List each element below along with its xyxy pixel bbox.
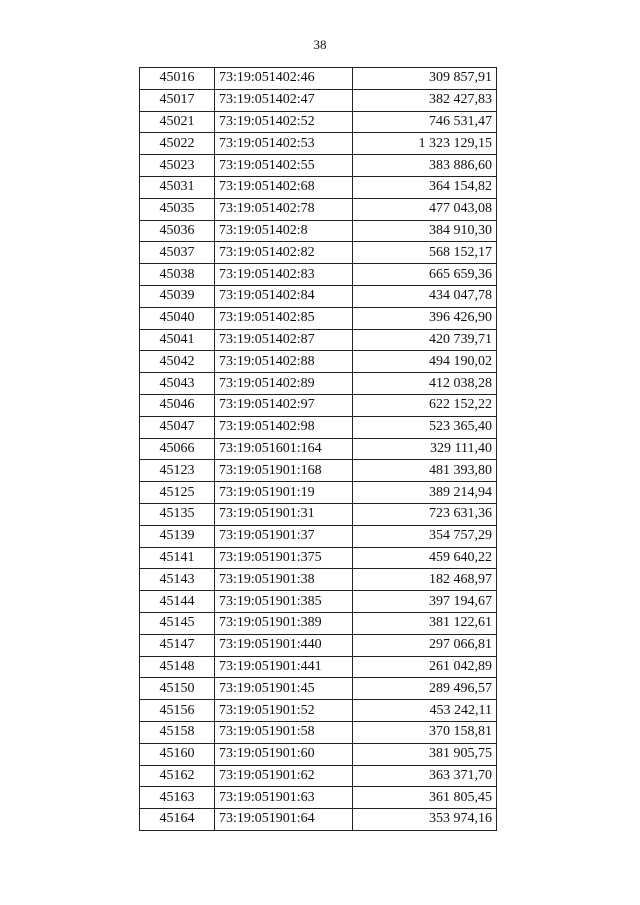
cadastral-number-cell: 73:19:051402:46	[215, 68, 353, 90]
row-id-cell: 45145	[140, 612, 215, 634]
value-cell: 568 152,17	[353, 242, 497, 264]
cadastral-number-cell: 73:19:051402:82	[215, 242, 353, 264]
row-id-cell: 45148	[140, 656, 215, 678]
row-id-cell: 45163	[140, 787, 215, 809]
value-cell: 746 531,47	[353, 111, 497, 133]
cadastral-number-cell: 73:19:051901:62	[215, 765, 353, 787]
cadastral-number-cell: 73:19:051402:88	[215, 351, 353, 373]
table-row	[140, 373, 497, 395]
row-id-cell: 45021	[140, 111, 215, 133]
value-cell: 397 194,67	[353, 591, 497, 613]
cadastral-number-cell: 73:19:051901:63	[215, 787, 353, 809]
table-row	[140, 133, 497, 155]
value-cell: 665 659,36	[353, 264, 497, 286]
value-cell: 622 152,22	[353, 394, 497, 416]
table-row	[140, 547, 497, 569]
table-row	[140, 765, 497, 787]
value-cell: 523 365,40	[353, 416, 497, 438]
row-id-cell: 45156	[140, 700, 215, 722]
cadastral-number-cell: 73:19:051901:440	[215, 634, 353, 656]
table-row	[140, 678, 497, 700]
table-row	[140, 525, 497, 547]
table-row	[140, 242, 497, 264]
value-cell: 1 323 129,15	[353, 133, 497, 155]
cadastral-number-cell: 73:19:051901:45	[215, 678, 353, 700]
row-id-cell: 45125	[140, 482, 215, 504]
row-id-cell: 45066	[140, 438, 215, 460]
table-row	[140, 68, 497, 90]
value-cell: 723 631,36	[353, 503, 497, 525]
cadastral-number-cell: 73:19:051402:84	[215, 285, 353, 307]
row-id-cell: 45038	[140, 264, 215, 286]
value-cell: 420 739,71	[353, 329, 497, 351]
row-id-cell: 45041	[140, 329, 215, 351]
row-id-cell: 45046	[140, 394, 215, 416]
page-number: 38	[313, 37, 327, 52]
row-id-cell: 45031	[140, 176, 215, 198]
table-row	[140, 721, 497, 743]
table-row	[140, 503, 497, 525]
value-cell: 494 190,02	[353, 351, 497, 373]
table-row	[140, 155, 497, 177]
table-row	[140, 394, 497, 416]
table-row	[140, 809, 497, 831]
row-id-cell: 45135	[140, 503, 215, 525]
cadastral-number-cell: 73:19:051901:385	[215, 591, 353, 613]
cadastral-number-cell: 73:19:051402:55	[215, 155, 353, 177]
value-cell: 477 043,08	[353, 198, 497, 220]
value-cell: 389 214,94	[353, 482, 497, 504]
value-cell: 182 468,97	[353, 569, 497, 591]
value-cell: 309 857,91	[353, 68, 497, 90]
value-cell: 353 974,16	[353, 809, 497, 831]
table-row	[140, 787, 497, 809]
row-id-cell: 45147	[140, 634, 215, 656]
table-row	[140, 700, 497, 722]
row-id-cell: 45042	[140, 351, 215, 373]
row-id-cell: 45043	[140, 373, 215, 395]
value-cell: 412 038,28	[353, 373, 497, 395]
cadastral-number-cell: 73:19:051402:85	[215, 307, 353, 329]
cadastral-number-cell: 73:19:051901:19	[215, 482, 353, 504]
row-id-cell: 45040	[140, 307, 215, 329]
table-row	[140, 264, 497, 286]
value-cell: 481 393,80	[353, 460, 497, 482]
cadastral-number-cell: 73:19:051402:97	[215, 394, 353, 416]
table-row	[140, 569, 497, 591]
row-id-cell: 45047	[140, 416, 215, 438]
cadastral-number-cell: 73:19:051901:37	[215, 525, 353, 547]
cadastral-number-cell: 73:19:051402:78	[215, 198, 353, 220]
cadastral-number-cell: 73:19:051402:52	[215, 111, 353, 133]
table-row	[140, 351, 497, 373]
value-cell: 297 066,81	[353, 634, 497, 656]
table-row	[140, 438, 497, 460]
value-cell: 384 910,30	[353, 220, 497, 242]
table-row	[140, 285, 497, 307]
table-row	[140, 111, 497, 133]
row-id-cell: 45023	[140, 155, 215, 177]
row-id-cell: 45017	[140, 89, 215, 111]
table-row	[140, 656, 497, 678]
table-row	[140, 460, 497, 482]
table-row	[140, 743, 497, 765]
table-row	[140, 482, 497, 504]
value-cell: 364 154,82	[353, 176, 497, 198]
value-cell: 381 122,61	[353, 612, 497, 634]
cadastral-number-cell: 73:19:051901:38	[215, 569, 353, 591]
cadastral-number-cell: 73:19:051402:98	[215, 416, 353, 438]
table-row	[140, 307, 497, 329]
value-cell: 289 496,57	[353, 678, 497, 700]
value-cell: 382 427,83	[353, 89, 497, 111]
table-row	[140, 612, 497, 634]
cadastral-number-cell: 73:19:051402:83	[215, 264, 353, 286]
row-id-cell: 45035	[140, 198, 215, 220]
row-id-cell: 45162	[140, 765, 215, 787]
cadastral-number-cell: 73:19:051901:375	[215, 547, 353, 569]
cadastral-number-cell: 73:19:051901:168	[215, 460, 353, 482]
row-id-cell: 45141	[140, 547, 215, 569]
cadastral-number-cell: 73:19:051402:68	[215, 176, 353, 198]
row-id-cell: 45150	[140, 678, 215, 700]
cadastral-number-cell: 73:19:051402:89	[215, 373, 353, 395]
row-id-cell: 45022	[140, 133, 215, 155]
cadastral-number-cell: 73:19:051402:47	[215, 89, 353, 111]
cadastral-number-cell: 73:19:051402:87	[215, 329, 353, 351]
row-id-cell: 45158	[140, 721, 215, 743]
value-cell: 396 426,90	[353, 307, 497, 329]
table-row	[140, 198, 497, 220]
table-row	[140, 89, 497, 111]
row-id-cell: 45016	[140, 68, 215, 90]
value-cell: 261 042,89	[353, 656, 497, 678]
cadastral-value-table	[139, 67, 497, 831]
row-id-cell: 45164	[140, 809, 215, 831]
value-cell: 370 158,81	[353, 721, 497, 743]
cadastral-number-cell: 73:19:051901:441	[215, 656, 353, 678]
cadastral-number-cell: 73:19:051901:64	[215, 809, 353, 831]
value-cell: 361 805,45	[353, 787, 497, 809]
value-cell: 354 757,29	[353, 525, 497, 547]
table-row	[140, 176, 497, 198]
value-cell: 453 242,11	[353, 700, 497, 722]
cadastral-number-cell: 73:19:051601:164	[215, 438, 353, 460]
cadastral-number-cell: 73:19:051402:8	[215, 220, 353, 242]
value-cell: 459 640,22	[353, 547, 497, 569]
value-cell: 383 886,60	[353, 155, 497, 177]
cadastral-number-cell: 73:19:051402:53	[215, 133, 353, 155]
table-row	[140, 329, 497, 351]
table-row	[140, 591, 497, 613]
cadastral-number-cell: 73:19:051901:31	[215, 503, 353, 525]
table-row	[140, 634, 497, 656]
row-id-cell: 45039	[140, 285, 215, 307]
row-id-cell: 45123	[140, 460, 215, 482]
table-body	[140, 68, 497, 831]
cadastral-number-cell: 73:19:051901:52	[215, 700, 353, 722]
table-row	[140, 220, 497, 242]
cadastral-number-cell: 73:19:051901:58	[215, 721, 353, 743]
row-id-cell: 45143	[140, 569, 215, 591]
row-id-cell: 45037	[140, 242, 215, 264]
value-cell: 363 371,70	[353, 765, 497, 787]
table-row	[140, 416, 497, 438]
row-id-cell: 45144	[140, 591, 215, 613]
cadastral-number-cell: 73:19:051901:60	[215, 743, 353, 765]
row-id-cell: 45160	[140, 743, 215, 765]
cadastral-number-cell: 73:19:051901:389	[215, 612, 353, 634]
value-cell: 381 905,75	[353, 743, 497, 765]
row-id-cell: 45139	[140, 525, 215, 547]
value-cell: 434 047,78	[353, 285, 497, 307]
value-cell: 329 111,40	[353, 438, 497, 460]
row-id-cell: 45036	[140, 220, 215, 242]
